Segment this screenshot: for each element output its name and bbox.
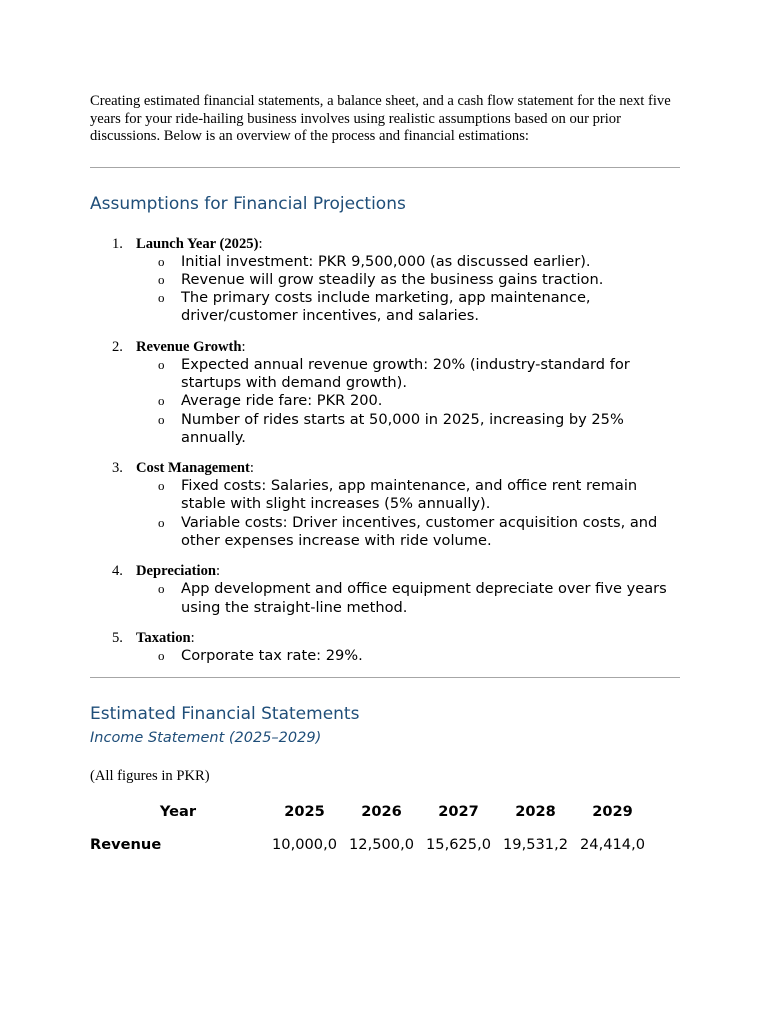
bullet-icon: o bbox=[158, 290, 165, 306]
item-number: 4. bbox=[112, 563, 123, 580]
table-cell: 15,625,0 bbox=[426, 836, 491, 854]
sub-item: o App development and office equipment depreciate over five years using the straight-line method. bbox=[158, 580, 667, 616]
sub-item: o Initial investment: PKR 9,500,000 (as discussed earlier). bbox=[158, 252, 591, 270]
bullet-icon: o bbox=[158, 514, 165, 530]
item-title: Cost Management bbox=[136, 460, 250, 477]
intro-paragraph: Creating estimated financial statements, a balance sheet, and a cash flow statement for the next five years for your ride-hailing business involves using realistic assumptions based on our prior discussions. Below is an overview of the process and financial estimations: bbox=[90, 93, 671, 144]
bullet-icon: o bbox=[158, 478, 165, 494]
header-cell: 2025 bbox=[284, 803, 325, 821]
bullet-icon: o bbox=[158, 411, 165, 427]
item-number: 5. bbox=[112, 629, 123, 646]
income-statement-table bbox=[90, 795, 651, 861]
assumption-item: 4. Depreciation: o App development and office equipment depreciate over five years using the straight-line method. bbox=[90, 562, 680, 617]
bullet-icon: o bbox=[158, 271, 165, 287]
table-cell: 19,531,2 bbox=[503, 836, 568, 854]
sub-item: o The primary costs include marketing, app maintenance, driver/customer incentives, and salaries. bbox=[158, 289, 591, 325]
bullet-icon: o bbox=[158, 647, 165, 663]
sub-item: o Fixed costs: Salaries, app maintenance, and office rent remain stable with slight increases (5% annually). bbox=[158, 477, 638, 513]
sub-item: o Number of rides starts at 50,000 in 2025, increasing by 25% annually. bbox=[158, 410, 624, 446]
sub-list bbox=[136, 647, 680, 665]
income-statement-subheading: Income Statement (2025–2029) bbox=[90, 730, 322, 747]
sub-item: o Variable costs: Driver incentives, customer acquisition costs, and other expenses increase with ride volume. bbox=[158, 513, 658, 550]
table-header-row bbox=[90, 795, 651, 828]
divider bbox=[90, 167, 680, 168]
item-number: 1. bbox=[112, 235, 123, 252]
sub-item: o Revenue will grow steadily as the business gains traction. bbox=[158, 270, 604, 288]
item-title: Revenue Growth bbox=[136, 338, 242, 355]
header-cell: 2026 bbox=[361, 803, 402, 821]
sub-item: o Expected annual revenue growth: 20% (industry-standard for startups with demand growth). bbox=[158, 355, 630, 391]
bullet-icon: o bbox=[158, 393, 165, 409]
assumptions-heading: Assumptions for Financial Projections bbox=[90, 193, 406, 214]
sub-item: o Average ride fare: PKR 200. bbox=[158, 392, 383, 410]
figures-note: (All figures in PKR) bbox=[90, 768, 210, 785]
assumption-item: 5. Taxation: o Corporate tax rate: 29%. bbox=[90, 629, 680, 665]
assumptions-list bbox=[90, 235, 680, 666]
document-page bbox=[90, 93, 680, 861]
sub-list bbox=[136, 580, 680, 617]
sub-list bbox=[136, 253, 680, 326]
table-cell: 12,500,0 bbox=[349, 836, 414, 854]
header-cell: Year bbox=[159, 803, 197, 821]
table-cell: 24,414,0 bbox=[580, 836, 645, 854]
header-cell: 2028 bbox=[515, 803, 556, 821]
header-cell: 2029 bbox=[592, 803, 633, 821]
table-row bbox=[90, 828, 651, 861]
assumption-item: 1. Launch Year (2025): o Initial investment: PKR 9,500,000 (as discussed earlier). o Revenue will grow steadily as the business gains traction. o The primary costs include marketing, app maintenance, driver/customer incentives, and salaries. bbox=[90, 235, 680, 326]
item-title: Taxation bbox=[136, 629, 191, 646]
table-cell: 10,000,0 bbox=[272, 836, 337, 854]
assumption-item: 3. Cost Management: o Fixed costs: Salaries, app maintenance, and office rent remain stable with slight increases (5% annually). o Variable costs: Driver incentives, customer acquisition costs, and other expenses increase with ride volume. bbox=[90, 459, 680, 550]
item-number: 2. bbox=[112, 338, 123, 355]
divider bbox=[90, 677, 680, 678]
sub-list bbox=[136, 356, 680, 447]
bullet-icon: o bbox=[158, 581, 165, 597]
statements-heading: Estimated Financial Statements bbox=[90, 704, 360, 725]
item-title: Launch Year (2025) bbox=[136, 235, 259, 252]
item-title: Depreciation bbox=[136, 563, 216, 580]
assumption-item: 2. Revenue Growth: o Expected annual revenue growth: 20% (industry-standard for startups with demand growth). o Average ride fare: PKR 200. o Number of rides starts at 50,000 in 2025, increasing by 25% annually. bbox=[90, 338, 680, 447]
bullet-icon: o bbox=[158, 253, 165, 269]
header-cell: 2027 bbox=[438, 803, 479, 821]
sub-list bbox=[136, 477, 680, 550]
row-label: Revenue bbox=[90, 836, 162, 854]
item-number: 3. bbox=[112, 460, 123, 477]
sub-item: o Corporate tax rate: 29%. bbox=[158, 646, 363, 664]
bullet-icon: o bbox=[158, 356, 165, 372]
